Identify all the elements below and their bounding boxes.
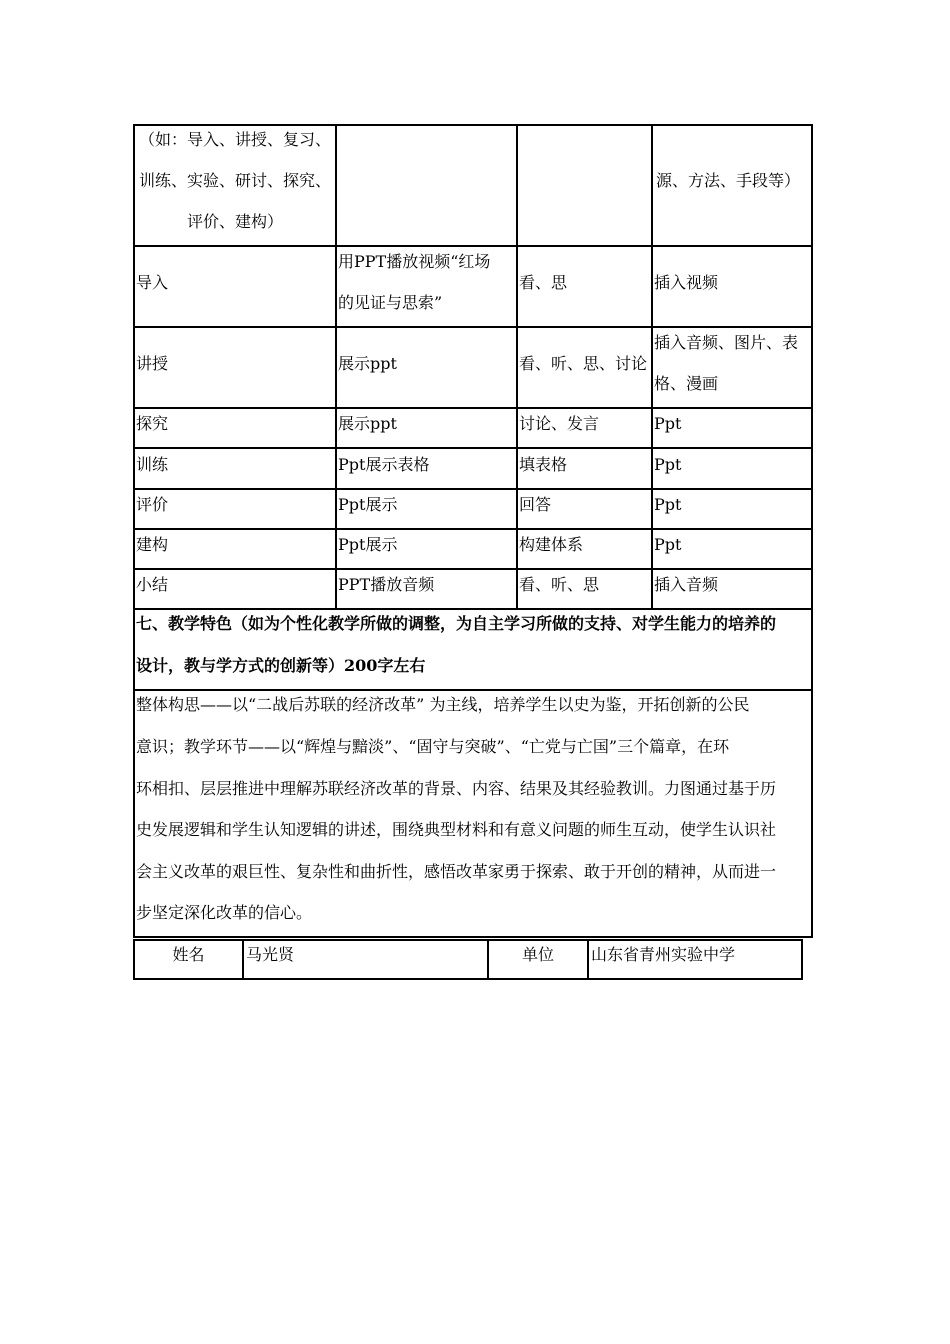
table-border-left bbox=[133, 124, 135, 938]
row-stage: 探究 bbox=[136, 414, 169, 433]
row-stage: 小结 bbox=[136, 575, 169, 594]
row-media: 插入音频 bbox=[654, 575, 719, 594]
row-teacher-line1: 用PPT播放视频“红场 bbox=[338, 252, 491, 271]
row-media: Ppt bbox=[654, 535, 682, 554]
section7-body-line: 整体构思——以“二战后苏联的经济改革” 为主线，培养学生以史为鉴，开拓创新的公民 bbox=[136, 695, 750, 714]
header-col1-line2: 训练、实验、研讨、探究、 bbox=[138, 171, 331, 190]
row-student: 回答 bbox=[519, 495, 552, 514]
section7-body-line: 环相扣、层层推进中理解苏联经济改革的背景、内容、结果及其经验教训。力图通过基于历 bbox=[136, 779, 777, 798]
name-label: 姓名 bbox=[172, 945, 205, 964]
row-stage: 讲授 bbox=[136, 354, 169, 373]
row-teacher: Ppt展示 bbox=[338, 535, 398, 554]
section7-body-line: 会主义改革的艰巨性、复杂性和曲折性，感悟改革家勇于探索、敢于开创的精神，从而进一 bbox=[136, 862, 777, 881]
section7-body-line: 史发展逻辑和学生认知逻辑的讲述，围绕典型材料和有意义问题的师生互动，使学生认识社 bbox=[136, 820, 777, 839]
footer-col-divider bbox=[242, 939, 244, 980]
row-stage: 评价 bbox=[136, 495, 169, 514]
footer-border-right bbox=[801, 939, 803, 980]
row-teacher: 展示ppt bbox=[338, 414, 397, 433]
header-col1-line3: 评价、建构） bbox=[186, 212, 283, 231]
row-teacher: PPT播放音频 bbox=[338, 575, 435, 594]
section7-body-line: 步坚定深化改革的信心。 bbox=[136, 903, 313, 922]
footer-col-divider bbox=[587, 939, 589, 980]
section7-title-line1: 七、教学特色（如为个性化教学所做的调整，为自主学习所做的支持、对学生能力的培养的 bbox=[136, 614, 777, 633]
section7-title-line2: 设计，教与学方式的创新等）200字左右 bbox=[136, 656, 426, 675]
footer-border-bottom bbox=[133, 978, 803, 980]
row-media-line1: 插入音频、图片、表 bbox=[654, 333, 799, 352]
row-student: 看、思 bbox=[519, 273, 568, 292]
row-media: 插入视频 bbox=[654, 273, 719, 292]
row-stage: 训练 bbox=[136, 455, 169, 474]
table-border-right bbox=[811, 124, 813, 938]
row-teacher: 展示ppt bbox=[338, 354, 397, 373]
row-teacher-line2: 的见证与思索” bbox=[338, 293, 443, 312]
unit-label: 单位 bbox=[521, 945, 554, 964]
col-divider bbox=[335, 124, 337, 610]
row-teacher: Ppt展示表格 bbox=[338, 455, 430, 474]
row-stage: 建构 bbox=[136, 535, 169, 554]
row-media: Ppt bbox=[654, 414, 682, 433]
row-student: 看、听、思 bbox=[519, 575, 600, 594]
row-media: Ppt bbox=[654, 455, 682, 474]
row-media-line2: 格、漫画 bbox=[654, 374, 719, 393]
col-divider bbox=[651, 124, 653, 610]
header-col1-line1: （如：导入、讲授、复习、 bbox=[138, 130, 331, 149]
row-stage: 导入 bbox=[136, 273, 169, 292]
row-student: 讨论、发言 bbox=[519, 414, 600, 433]
row-teacher: Ppt展示 bbox=[338, 495, 398, 514]
section7-body-line: 意识；教学环节——以“辉煌与黯淡”、“固守与突破”、“亡党与亡国”三个篇章，在环 bbox=[136, 737, 730, 756]
row-media: Ppt bbox=[654, 495, 682, 514]
row-student: 填表格 bbox=[519, 455, 568, 474]
name-value: 马光贤 bbox=[246, 945, 295, 964]
unit-value: 山东省青州实验中学 bbox=[591, 945, 736, 964]
row-student: 构建体系 bbox=[519, 535, 584, 554]
header-col4: 源、方法、手段等） bbox=[656, 171, 801, 190]
col-divider bbox=[516, 124, 518, 610]
row-student: 看、听、思、讨论 bbox=[519, 354, 648, 373]
